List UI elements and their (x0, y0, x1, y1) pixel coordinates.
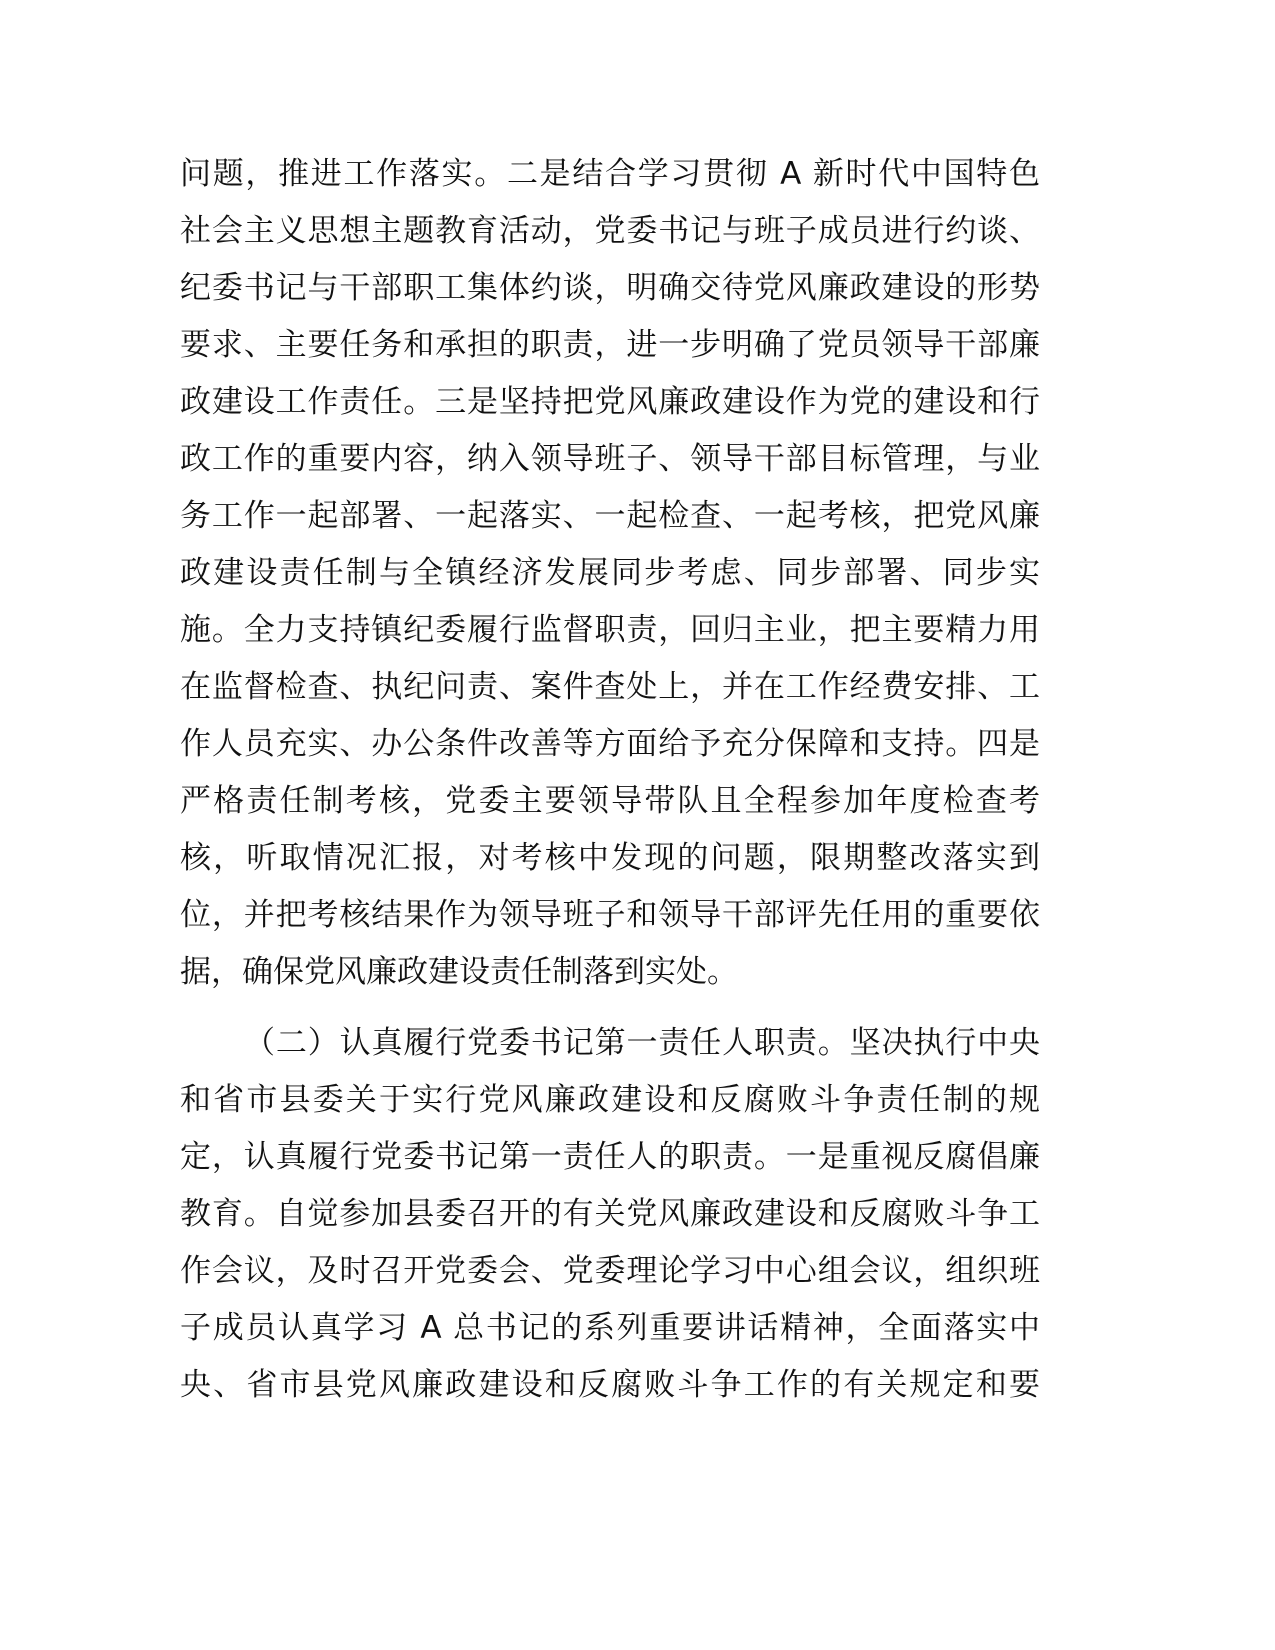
text-line: 教育。自觉参加县委召开的有关党风廉政建设和反腐败斗争工 (180, 1196, 1040, 1232)
text-line: 社会主义思想主题教育活动，党委书记与班子成员进行约谈、 (180, 213, 1040, 249)
text-line: 政建设工作责任。三是坚持把党风廉政建设作为党的建设和行 (180, 384, 1040, 420)
paragraph-2 (180, 1015, 1040, 1414)
paragraph-1 (180, 146, 1040, 1001)
document-body (180, 146, 1040, 1414)
text-line: 施。全力支持镇纪委履行监督职责，回归主业，把主要精力用 (180, 612, 1040, 648)
text-line: 在监督检查、执纪问责、案件查处上，并在工作经费安排、工 (180, 669, 1040, 705)
text-line: 作会议，及时召开党委会、党委理论学习中心组会议，组织班 (180, 1253, 1040, 1289)
text-line: 问题，推进工作落实。二是结合学习贯彻 A 新时代中国特色 (180, 156, 1040, 192)
text-line: 位，并把考核结果作为领导班子和领导干部评先任用的重要依 (180, 897, 1040, 933)
paragraph-spacer (180, 1001, 1040, 1015)
text-line: 政工作的重要内容，纳入领导班子、领导干部目标管理，与业 (180, 441, 1040, 477)
text-line: 央、省市县党风廉政建设和反腐败斗争工作的有关规定和要 (180, 1367, 1040, 1403)
text-line: 核，听取情况汇报，对考核中发现的问题，限期整改落实到 (180, 840, 1040, 876)
text-line: 要求、主要任务和承担的职责，进一步明确了党员领导干部廉 (180, 327, 1040, 363)
text-line: 政建设责任制与全镇经济发展同步考虑、同步部署、同步实 (180, 555, 1040, 591)
text-line: 务工作一起部署、一起落实、一起检查、一起考核，把党风廉 (180, 498, 1040, 534)
text-line: 定，认真履行党委书记第一责任人的职责。一是重视反腐倡廉 (180, 1139, 1040, 1175)
text-line: 和省市县委关于实行党风廉政建设和反腐败斗争责任制的规 (180, 1082, 1040, 1118)
text-line: 据，确保党风廉政建设责任制落到实处。 (180, 954, 738, 990)
text-line: 严格责任制考核，党委主要领导带队且全程参加年度检查考 (180, 783, 1040, 819)
text-line: 子成员认真学习 A 总书记的系列重要讲话精神，全面落实中 (180, 1310, 1040, 1346)
section-heading-line: （二）认真履行党委书记第一责任人职责。坚决执行中央 (244, 1025, 1040, 1061)
text-line: 纪委书记与干部职工集体约谈，明确交待党风廉政建设的形势 (180, 270, 1040, 306)
text-line: 作人员充实、办公条件改善等方面给予充分保障和支持。四是 (180, 726, 1040, 762)
